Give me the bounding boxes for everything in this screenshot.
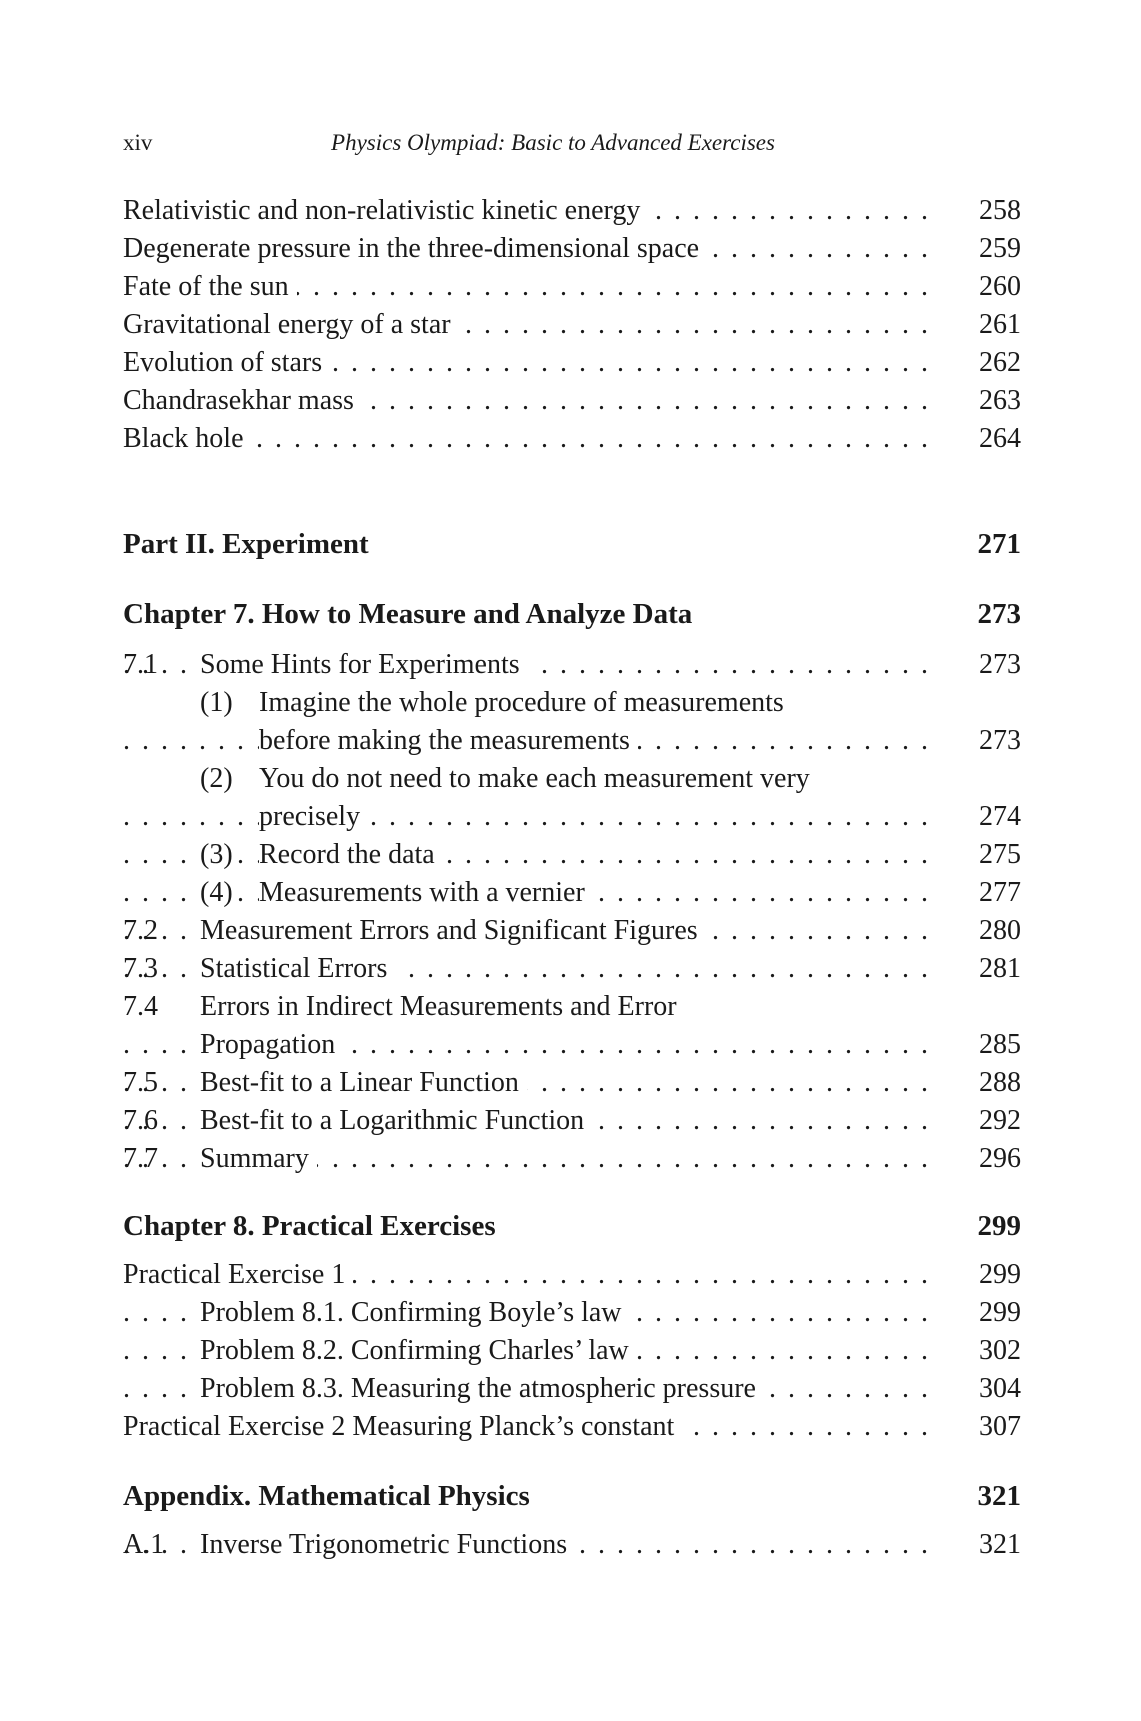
section-page: 292 [979,1102,1021,1140]
section-page: 321 [979,1526,1021,1564]
toc-entry-title: Practical Exercise 1 [123,1256,353,1294]
toc-entry-title: Practical Exercise 2 Measuring Planck’s constant [123,1408,682,1446]
subsection-title-line2: precisely [259,798,368,836]
subsection-number: (2) [200,760,241,798]
toc-entry-title: Problem 8.1. Confirming Boyle’s law [200,1294,630,1332]
toc-subsection[interactable] [123,836,1021,874]
chapter-page: 299 [977,1210,1021,1242]
toc-entry-page: 263 [979,382,1021,420]
toc-entry-page: 260 [979,268,1021,306]
chapter-title: Chapter 8. Practical Exercises [123,1210,496,1242]
subsection-number: (3) [200,836,233,874]
toc-entry-page: 299 [979,1294,1021,1332]
section-title: Statistical Errors [200,950,395,988]
toc-section[interactable] [123,1526,1021,1564]
toc-entry[interactable] [123,268,1021,306]
toc-entry[interactable] [123,306,1021,344]
part-page: 271 [977,528,1021,560]
section-title: Best-fit to a Linear Function [200,1064,527,1102]
toc-entry[interactable] [123,192,1021,230]
toc-entry[interactable] [123,230,1021,268]
toc-entry-title: Problem 8.3. Measuring the atmospheric pressure [200,1370,764,1408]
toc-entry[interactable] [123,420,1021,458]
toc-section[interactable] [123,1102,1021,1140]
toc-entry[interactable] [123,1256,1021,1294]
toc-entry-title: Degenerate pressure in the three-dimensional space [123,230,707,268]
part-heading[interactable] [123,524,1021,564]
section-title: Summary [200,1140,317,1178]
toc-entry-page: 307 [979,1408,1021,1446]
subsection-page: 275 [979,836,1021,874]
toc-entry[interactable] [123,1332,1021,1370]
toc-entry-page: 259 [979,230,1021,268]
toc-subsection-cont[interactable] [123,722,1021,760]
section-page: 285 [979,1026,1021,1064]
section-number: 7.6 [123,1105,158,1136]
section-page: 288 [979,1064,1021,1102]
toc-entry-page: 262 [979,344,1021,382]
section-page: 280 [979,912,1021,950]
subsection-number: (4) [200,874,233,912]
subsection-title-line1: You do not need to make each measurement very [259,760,818,798]
section-page: 296 [979,1140,1021,1178]
toc-subsection-cont[interactable] [123,798,1021,836]
toc-section[interactable] [123,950,1021,988]
subsection-title-line2: before making the measurements [259,722,638,760]
chapter-page: 273 [977,598,1021,630]
toc-entry[interactable] [123,1408,1021,1446]
toc-entry-page: 261 [979,306,1021,344]
subsection-title: Record the data [259,836,443,874]
toc-entry-page: 258 [979,192,1021,230]
toc-section[interactable] [123,646,1021,684]
toc-entry-title: Black hole [123,420,252,458]
subsection-page: 273 [979,722,1021,760]
appendix-title: Appendix. Mathematical Physics [123,1480,530,1512]
toc-section[interactable] [123,912,1021,950]
page-folio: xiv [123,130,153,155]
toc-subsection[interactable] [123,874,1021,912]
toc-entry-title: Chandrasekhar mass [123,382,362,420]
section-number: 7.7 [123,1143,158,1174]
section-title: Best-fit to a Logarithmic Function [200,1102,592,1140]
appendix-heading[interactable] [123,1476,1021,1516]
toc-entry[interactable] [123,382,1021,420]
appendix-page: 321 [977,1480,1021,1512]
toc-entry-page: 304 [979,1370,1021,1408]
section-number: A.1 [123,1529,165,1560]
section-number: 7.4 [123,991,158,1022]
section-title: Measurement Errors and Significant Figures [200,912,706,950]
subsection-title: Measurements with a vernier [259,874,593,912]
toc-entry-title: Evolution of stars [123,344,330,382]
toc-entry-title: Relativistic and non-relativistic kinetic energy [123,192,648,230]
subsection-page: 274 [979,798,1021,836]
toc-entry-page: 299 [979,1256,1021,1294]
chapter-title: Chapter 7. How to Measure and Analyze Data [123,598,693,630]
section-number: 7.5 [123,1067,158,1098]
part-title: Part II. Experiment [123,528,369,560]
toc-entry-page: 264 [979,420,1021,458]
toc-subsection[interactable] [123,760,1021,798]
chapter-heading[interactable] [123,1206,1021,1246]
toc-section-cont[interactable] [123,1026,1021,1064]
section-number: 7.3 [123,953,158,984]
section-page: 273 [979,646,1021,684]
toc-entry-page: 302 [979,1332,1021,1370]
toc-entry[interactable] [123,1294,1021,1332]
running-title: Physics Olympiad: Basic to Advanced Exercises [331,130,775,155]
section-number: 7.2 [123,915,158,946]
subsection-number: (1) [200,684,241,722]
subsection-page: 277 [979,874,1021,912]
section-title: Some Hints for Experiments [200,646,528,684]
section-title-line2: Propagation [200,1026,343,1064]
toc-section[interactable] [123,1064,1021,1102]
running-header [123,128,1021,158]
chapter-heading[interactable] [123,594,1021,634]
section-title-line1: Errors in Indirect Measurements and Error [200,988,685,1026]
toc-entry-title: Gravitational energy of a star [123,306,459,344]
section-number: 7.1 [123,649,158,680]
section-title: Inverse Trigonometric Functions [200,1526,575,1564]
toc-entry-title: Problem 8.2. Confirming Charles’ law [200,1332,637,1370]
toc-entry-title: Fate of the sun [123,268,297,306]
toc-entry[interactable] [123,1370,1021,1408]
subsection-title-line1: Imagine the whole procedure of measurements [259,684,792,722]
section-page: 281 [979,950,1021,988]
toc-section[interactable] [123,988,1021,1026]
toc-section[interactable] [123,1140,1021,1178]
toc-entry[interactable] [123,344,1021,382]
toc-subsection[interactable] [123,684,1021,722]
